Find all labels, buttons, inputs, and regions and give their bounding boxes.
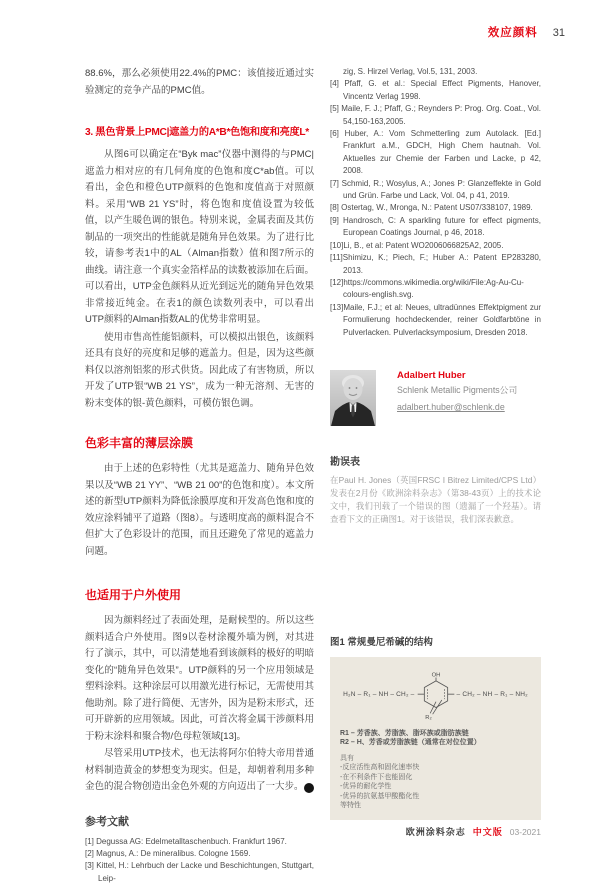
heading-references: 参考文献 (85, 813, 314, 829)
author-box (330, 370, 541, 426)
paragraph: 从图6可以确定在“Byk mac”仪器中测得的与PMC|遮盖力相对应的有几何角度的色饱和度C*ab值。可以看出，金色和橙色UTP颜料的色饱和度值高于对照颜料。采用“WB 21 YS”时，将色饱和度值设置为较低值，以产生暖色调的银色。特别来说，金属表面及其仿制品的一项突出的性能就是随角异色效果。为了进行比较，请参考表1中的AL（Alman指数）值和图7所示的曲线。请注意一个真实金箔样品的读数被添加在后面。可以看出，UTP金色颜料从近光到远光的随角异色效果非常接近纯金。在表1的颜色读数列表中，可以看出UTP颜料的Alman指数AL的优势非常明显。 (85, 147, 314, 329)
property-item: -反应活性高和固化速率快 (340, 763, 531, 773)
figure-properties (340, 754, 531, 811)
reference-item: [1] Degussa AG: Edelmetalltaschenbuch. Frankfurt 1967. (85, 836, 314, 848)
properties-intro: 具有 (340, 754, 531, 764)
property-item: -优异的耐化学性 (340, 782, 531, 792)
heading-thin-films: 色彩丰富的薄层涂膜 (85, 434, 314, 451)
footer-journal-name: 欧洲涂料杂志 (406, 825, 466, 838)
end-of-article-icon: ◄ (304, 783, 314, 793)
reference-item: [9] Handrosch, C: A sparkling future for effect pigments, European Coatings Journal, p 46, 2018. (330, 215, 541, 240)
reference-item: [8] Ostertag, W., Mronga, N.: Patent US07/338107, 1989. (330, 202, 541, 214)
author-name: Adalbert Huber (397, 370, 517, 381)
reference-item: zig, S. Hirzel Verlag, Vol.5, 131, 2003. (330, 66, 541, 78)
property-item: -在不利条件下也能固化 (340, 773, 531, 783)
figure-note: R2 – H、芳香或芳脂族链（通常在对位位置） (340, 738, 531, 748)
reference-item: [3] Kittel, H.: Lehrbuch der Lacke und Beschichtungen, Stuttgart, Leip- (85, 860, 314, 885)
author-photo (330, 370, 376, 426)
figure-label: 图1 常规曼尼希碱的结构 (330, 634, 541, 648)
author-info (397, 370, 517, 415)
benzene-ring-diagram (416, 670, 456, 720)
reference-item: [4] Pfaff, G. et al.: Special Effect Pigments, Hanover, Vincentz Verlag 1998. (330, 78, 541, 103)
references-list-right (330, 66, 541, 339)
reference-item: [13]Maile, F.J.; et al: Neues, ultradünnes Effektpigment zur Formulierung hochdeckender, reiner Goldfarbtöne in Pulverlacken. Pulverlacksymposium, Dresden 2018. (330, 302, 541, 339)
author-email-link[interactable]: adalbert.huber@schlenk.de (397, 401, 505, 414)
reference-item: [6] Huber, A.: Vom Schmetterling zum Autolack. [Ed.] Frankfurt a.M., GDCH, High Chem hautnah. Vol. Aktuelles zur Chemie der Farben und Lacke, p 42, 2008. (330, 128, 541, 178)
left-column (85, 66, 314, 885)
reference-item: [5] Maile, F. J.; Pfaff, G.; Reynders P: Prog. Org. Coat., Vol. 54,150-163,2005. (330, 103, 541, 128)
errata-section (330, 453, 541, 526)
paragraph: 使用市售高性能铝颜料，可以模拟出银色，该颜料还具有良好的亮度和足够的遮盖力。但是，因为这些颜料仅以溶剂铝浆的形式供货。因此成了有害物质，所以开发了UTP银“WB 21 YS”，成为一种无溶剂、无害的粉末变体的银-黄色颜料，可模仿银色调。 (85, 330, 314, 413)
errata-heading: 勘误表 (330, 453, 541, 468)
reference-item: [11]Shimizu, K.; Piech, F.; Huber A.: Patent EP283280, 2013. (330, 252, 541, 277)
author-company: Schlenk Metallic Pigments公司 (397, 384, 517, 397)
structure-right-chain: – CH₂ – NH – R₁ – NH₂ (457, 691, 528, 698)
heading-hiding-power: 3. 黑色背景上PMC|遮盖力的A*B*色饱和度和亮度L* (85, 123, 314, 138)
reference-item: [12]https://commons.wikimedia.org/wiki/File:Ag-Au-Cu-colours-english.svg. (330, 277, 541, 302)
properties-list (340, 763, 531, 801)
figure-box (330, 657, 541, 820)
page-header (488, 24, 565, 40)
paragraph: 由于上述的色彩特性（尤其是遮盖力、随角异色效果以及“WB 21 YY”、“WB 21 00”的色饱和度）。本文所述的新型UTP颜料为降低涂膜厚度和开发高色饱和度的效应涂料铺平了道路（图8）。与透明度高的颜料混合不但扩大了色彩设计的范围，而且还避免了常见的遮盖力问题。 (85, 461, 314, 560)
references-list-left (85, 836, 314, 885)
section-label: 效应颜料 (488, 24, 538, 40)
page-footer (406, 825, 541, 838)
intro-paragraph: 88.6%，那么必须使用22.4%的PMC：该值接近通过实验测定的竞争产品的PMC值。 (85, 66, 314, 99)
figure-notes (340, 729, 531, 748)
reference-item: [10]Li, B., et al: Patent WO2006066825A2, 2005. (330, 240, 541, 252)
hydroxyl-label: OH (431, 672, 440, 678)
substituent-label: R₂ (425, 715, 431, 720)
paragraph-text: 尽管采用UTP技术，也无法将阿尔伯特大帝用普通材料制造黄金的梦想变为现实。但是，却朝着利用多种金色的混合物创造出金色外观的方向迈出了一大步。 (85, 748, 314, 792)
reference-item: [7] Schmid, R.; Wosylus, A.; Jones P: Glanzeffekte in Gold und Grün. Farbe und Lack, Vol. 04, p 41, 2019. (330, 178, 541, 203)
properties-outro: 等特性 (340, 801, 531, 811)
reference-item: [2] Magnus, A.: De mineralibus. Cologne 1569. (85, 848, 314, 860)
figure-note: R1 – 芳香族、芳脂族、脂环族或脂肪族链 (340, 729, 531, 739)
page-number: 31 (553, 27, 565, 39)
mannich-base-structure (340, 664, 531, 726)
property-item: -优异的抗氨基甲酸酯化性 (340, 792, 531, 802)
footer-edition: 中文版 (473, 825, 503, 838)
paragraph (85, 746, 314, 796)
right-column (330, 66, 541, 820)
paragraph: 因为颜料经过了表面处理，是耐候型的。所以这些颜料适合户外使用。图9以卷材涂覆外墙为例，对其进行了演示，其中，可以清楚地看到该颜料的极好的明暗变化的“随角异色效果”。UTP颜料的另一个应用领域是塑料涂料。这种涂层可以用激光进行标记，无需使用其他助剂。除了进行简便、无害外，因为是粉末形式，还可开辟新的应用领域。因此，可首次将金属干涉颜料用于粉末涂料和聚合物/色母粒领域[13]。 (85, 613, 314, 745)
heading-outdoor-use: 也适用于户外使用 (85, 586, 314, 603)
structure-left-chain: H₂N – R₁ – NH – CH₂ – (343, 691, 414, 698)
errata-body: 在Paul H. Jones（英国FRSC I Bitrez Limited/CPS Ltd）发表在2月份《欧洲涂料杂志》（第38-43页）上的技术论文中，我们刊载了一个错误的图（遗漏了一个羟基）。请查看下文的正确图1。对于该错误，我们深表歉意。 (330, 474, 541, 526)
footer-issue: 03-2021 (510, 827, 541, 837)
